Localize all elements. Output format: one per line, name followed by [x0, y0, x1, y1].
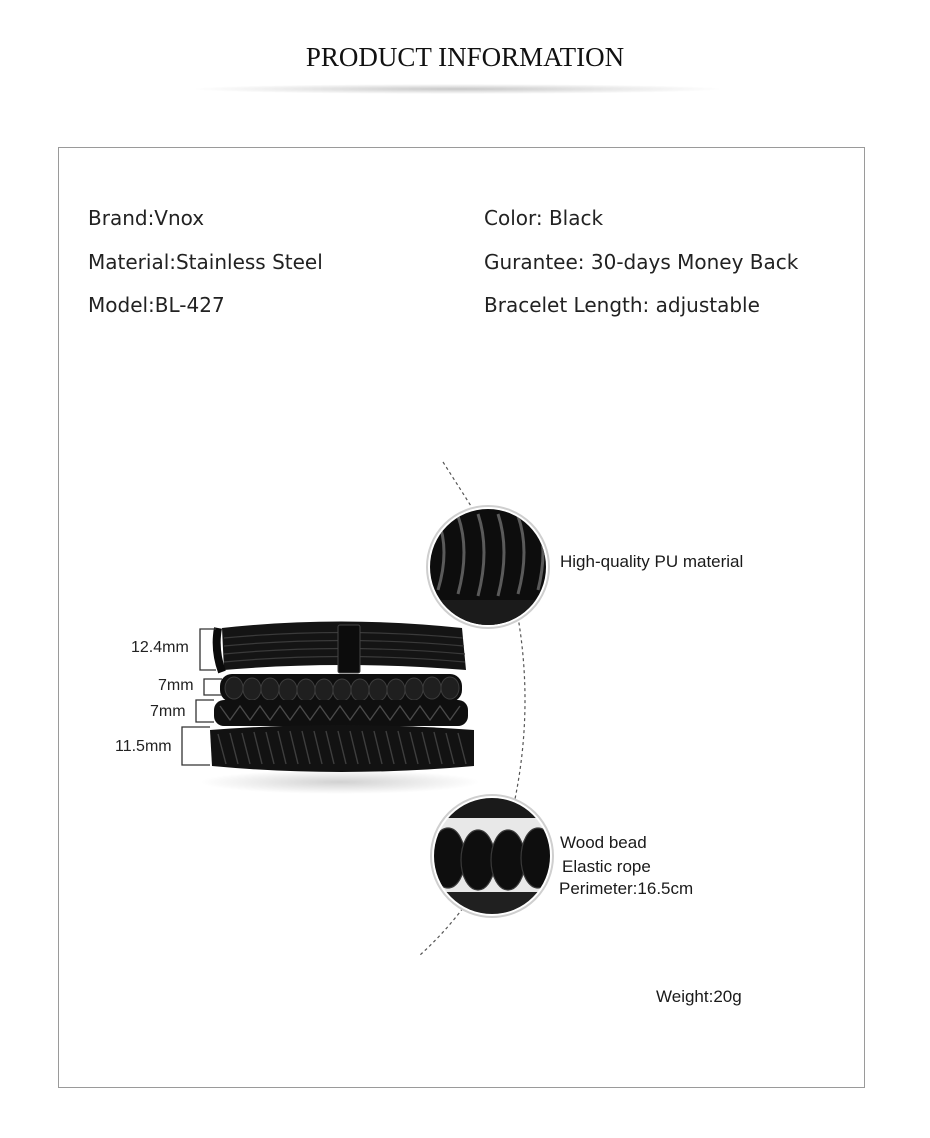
dimension-label-beads: 7mm	[158, 677, 194, 694]
pu-material-label: High-quality PU material	[560, 552, 744, 571]
spec-material: Material:Stainless Steel	[88, 250, 323, 274]
dimension-label-braid: 7mm	[150, 703, 186, 720]
spec-guarantee: Gurantee: 30-days Money Back	[484, 250, 799, 274]
spec-brand: Brand:Vnox	[88, 206, 205, 230]
weight-label: Weight:20g	[656, 987, 742, 1006]
dimension-label-top: 12.4mm	[131, 639, 189, 656]
elastic-rope-label: Elastic rope	[562, 857, 651, 876]
pu-material-zoom-image	[427, 506, 549, 628]
dimension-label-bottom: 11.5mm	[115, 738, 172, 755]
spec-color: Color: Black	[484, 206, 604, 230]
page-title: PRODUCT INFORMATION	[305, 42, 625, 72]
perimeter-label: Perimeter:16.5cm	[559, 879, 694, 898]
wood-bead-label: Wood bead	[560, 833, 647, 852]
spec-model: Model:BL-427	[88, 293, 225, 317]
bracelet-stack-image	[182, 622, 480, 795]
wood-bead-zoom-image	[431, 795, 555, 917]
spec-length: Bracelet Length: adjustable	[484, 293, 760, 317]
